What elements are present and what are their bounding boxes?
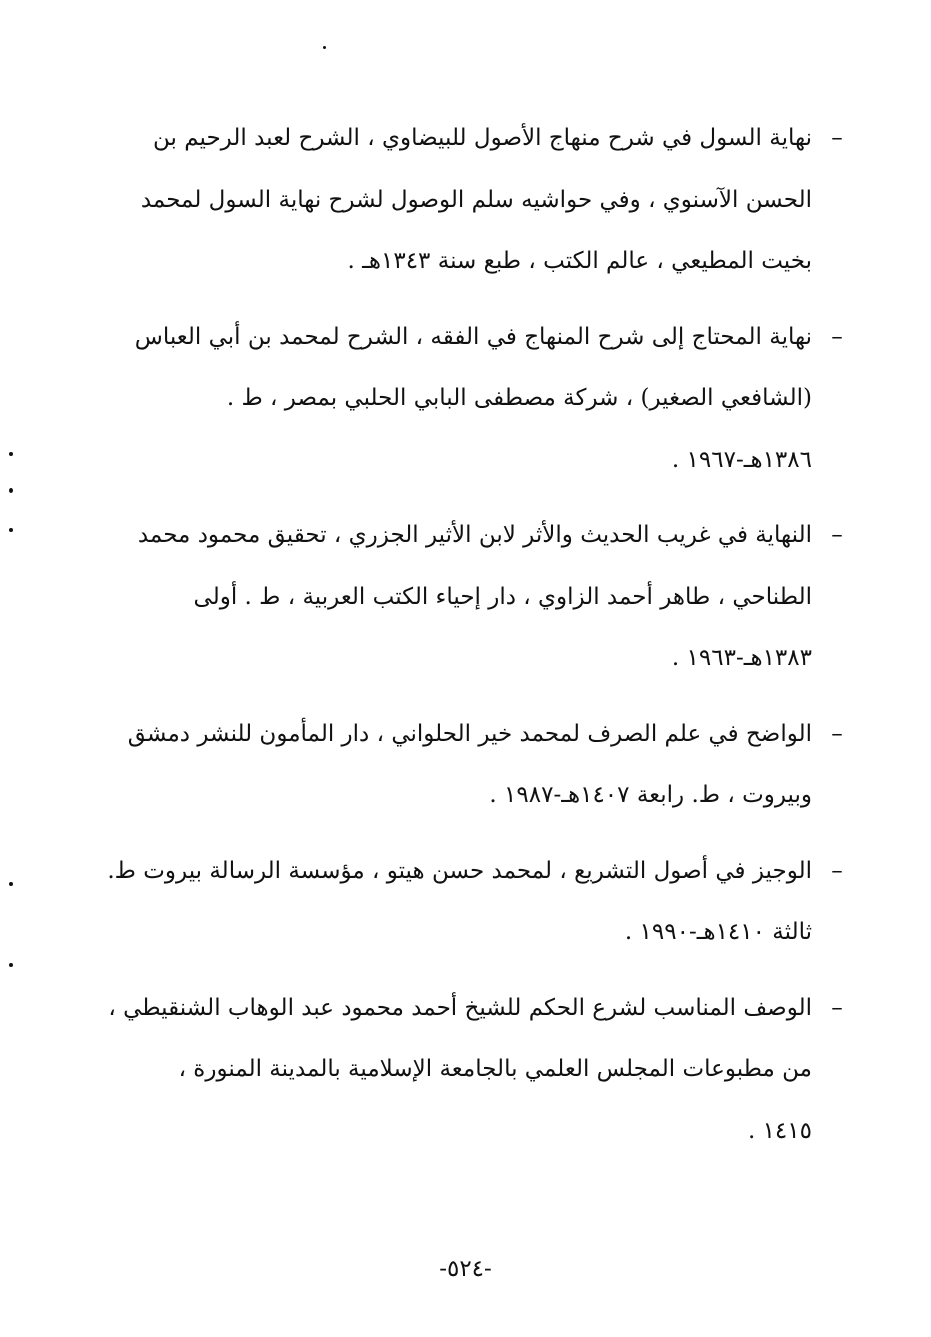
entry-dash: – [831, 720, 843, 747]
bibliography-entry [105, 108, 850, 293]
entry-line: الواضح في علم الصرف لمحمد خير الحلواني ، دار المأمون للنشر دمشق [127, 720, 812, 747]
entry-line: ثالثة ١٤١٠هـ-١٩٩٠ . [624, 919, 812, 945]
bibliography-entry [105, 307, 850, 492]
entry-line: النهاية في غريب الحديث والأثر لابن الأثير الجزري ، تحقيق محمود محمد [137, 522, 812, 548]
bibliography-list [105, 108, 850, 1176]
entry-line: (الشافعي الصغير) ، شركة مصطفى البابي الحلبي بمصر ، ط . [226, 385, 812, 411]
entry-line: نهاية المحتاج إلى شرح المنهاج في الفقه ، الشرح لمحمد بن أبي العباس [134, 323, 812, 350]
entry-line: ١٣٨٦هـ-١٩٦٧ . [671, 446, 812, 473]
entry-dash: – [831, 994, 843, 1021]
entry-line: وبيروت ، ط. رابعة ١٤٠٧هـ-١٩٨٧ . [489, 782, 812, 808]
bibliography-entry [105, 505, 850, 690]
entry-dash: – [831, 323, 843, 350]
entry-line: الوجيز في أصول التشريع ، لمحمد حسن هيتو ، مؤسسة الرسالة بيروت ط. [107, 857, 812, 884]
entry-line: الحسن الآسنوي ، وفي حواشيه سلم الوصول لشرح نهاية السول لمحمد [140, 186, 812, 213]
scan-speck [9, 528, 13, 532]
bibliography-entry [105, 841, 850, 964]
entry-line: بخيت المطيعي ، عالم الكتب ، طبع سنة ١٣٤٣هـ . [347, 248, 812, 274]
entry-line: الوصف المناسب لشرع الحكم للشيخ أحمد محمود عبد الوهاب الشنقيطي ، [108, 994, 812, 1021]
scan-speck [9, 452, 13, 456]
entry-dash: – [831, 125, 843, 151]
entry-line: ١٤١٥ . [747, 1117, 812, 1144]
entry-dash: – [831, 522, 843, 548]
entry-dash: – [831, 857, 843, 884]
scan-speck [323, 46, 326, 49]
scan-speck [9, 882, 13, 886]
page-number: -٥٢٤- [439, 1256, 492, 1282]
entry-line: الطناحي ، طاهر أحمد الزاوي ، دار إحياء الكتب العربية ، ط . أولى [193, 583, 812, 610]
scan-speck [9, 488, 13, 493]
entry-line: ١٣٨٣هـ-١٩٦٣ . [671, 645, 812, 671]
scan-speck [9, 963, 13, 967]
entry-line: من مطبوعات المجلس العلمي بالجامعة الإسلامية بالمدينة المنورة ، [178, 1056, 812, 1082]
bibliography-entry [105, 978, 850, 1163]
bibliography-entry [105, 704, 850, 827]
entry-line: نهاية السول في شرح منهاج الأصول للبيضاوي ، الشرح لعبد الرحيم بن [152, 125, 812, 151]
